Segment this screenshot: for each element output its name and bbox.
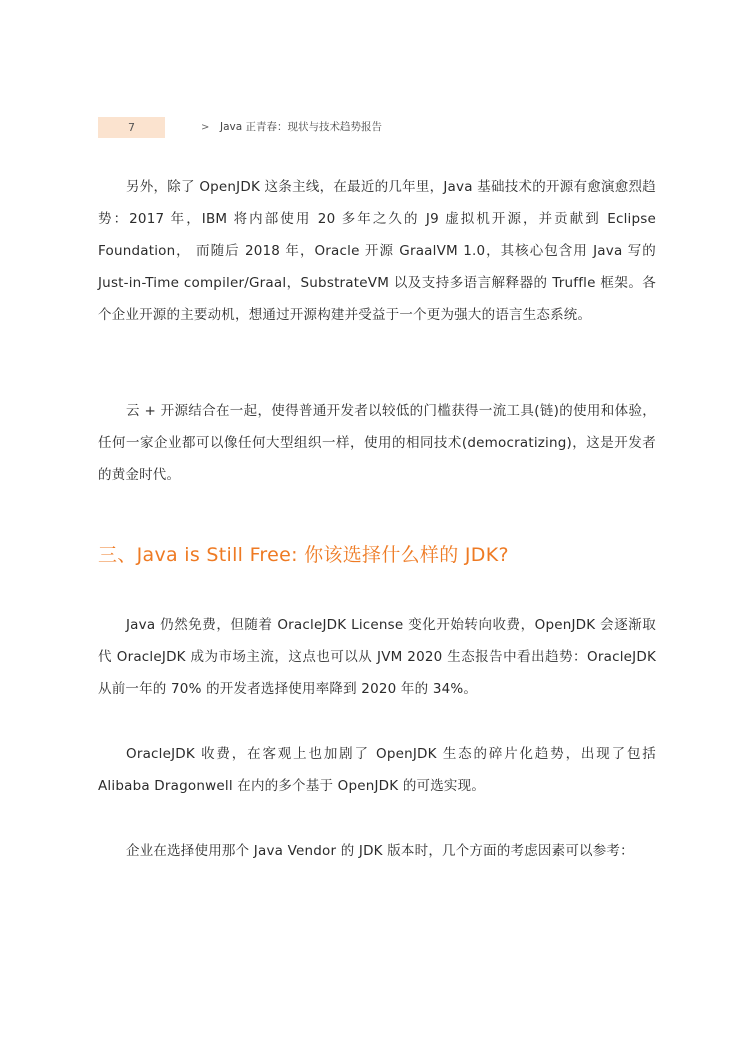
header-title: Java 正青春：现状与技术趋势报告: [220, 121, 383, 133]
header-arrow-icon: >: [201, 122, 210, 133]
paragraph-cloud-open-source: 云 + 开源结合在一起，使得普通开发者以较低的门槛获得一流工具(链)的使用和体验，任何一家企业都可以像任何大型组织一样，使用的相同技术(democratizing)，这是开发者的黄金时代。: [98, 403, 656, 483]
page-header: [98, 117, 658, 138]
page-number-badge: 7: [98, 117, 165, 138]
paragraph-java-still-free: Java 仍然免费，但随着 OracleJDK License 变化开始转向收费，OpenJDK 会逐渐取代 OracleJDK 成为市场主流，这点也可以从 JVM 2020 生态报告中看出趋势：OracleJDK 从前一年的 70% 的开发者选择使用率降到 2020 年的 34%。: [98, 617, 656, 697]
paragraph-open-source-trend: 另外，除了 OpenJDK 这条主线，在最近的几年里，Java 基础技术的开源有愈演愈烈趋势：2017 年，IBM 将内部使用 20 多年之久的 J9 虚拟机开源，并贡献到 Eclipse Foundation， 而随后 2018 年，Oracle 开源 GraalVM 1.0，其核心包含用 Java 写的 Just-in-Time compiler/Graal，SubstrateVM 以及支持多语言解释器的 Truffle 框架。各个企业开源的主要动机，想通过开源构建并受益于一个更为强大的语言生态系统。: [98, 179, 656, 323]
paragraph-oraclejdk-fragmentation: OracleJDK 收费，在客观上也加剧了 OpenJDK 生态的碎片化趋势，出现了包括 Alibaba Dragonwell 在内的多个基于 OpenJDK 的可选实现。: [98, 746, 656, 794]
paragraph-vendor-selection: 企业在选择使用那个 Java Vendor 的 JDK 版本时，几个方面的考虑因素可以参考：: [126, 843, 634, 859]
section-heading: 三、Java is Still Free: 你该选择什么样的 JDK?: [98, 544, 509, 566]
